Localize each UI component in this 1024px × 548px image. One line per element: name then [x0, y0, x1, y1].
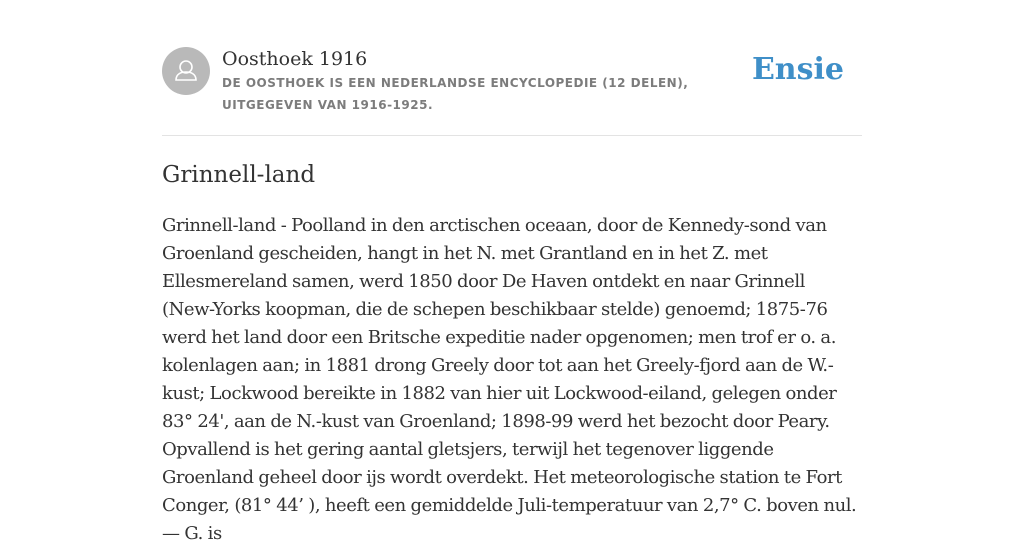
- ensie-logo[interactable]: Ensie: [751, 52, 844, 87]
- article-body: Grinnell-land - Poolland in den arctischen oceaan, door de Kennedy-sond van Groenland gescheiden, hangt in het N. met Grantland en in het Z. met Ellesmereland samen, werd 1850 door De Haven ontdekt en naar Grinnell (New-Yorks koopman, die de schepen beschikbaar stelde) genoemd; 1875-76 werd het land door een Britsche expeditie nader opgenomen; men trof er o. a. kolenlagen aan; in 1881 drong Greely door tot aan het Greely-fjord aan de W.-kust; Lockwood bereikte in 1882 van hier uit Lockwood-eiland, gelegen onder 83° 24', aan de N.-kust van Groenland; 1898-99 werd het bezocht door Peary. Opvallend is het gering aantal gletsjers, terwijl het tegenover liggende Groenland geheel door ijs wordt overdekt. Het meteorologische station te Fort Conger, (81° 44’ ), heeft een gemiddelde Juli-temperatuur van 2,7° C. boven nul. — G. is: [162, 215, 857, 544]
- user-outline-icon[interactable]: [162, 47, 210, 95]
- article-title: Grinnell-land: [162, 162, 316, 188]
- header-divider: [162, 135, 862, 136]
- source-name[interactable]: Oosthoek 1916: [222, 48, 368, 70]
- source-header: [162, 46, 862, 118]
- source-description: DE OOSTHOEK IS EEN NEDERLANDSE ENCYCLOPEDIE (12 DELEN), UITGEGEVEN VAN 1916-1925.: [222, 76, 689, 112]
